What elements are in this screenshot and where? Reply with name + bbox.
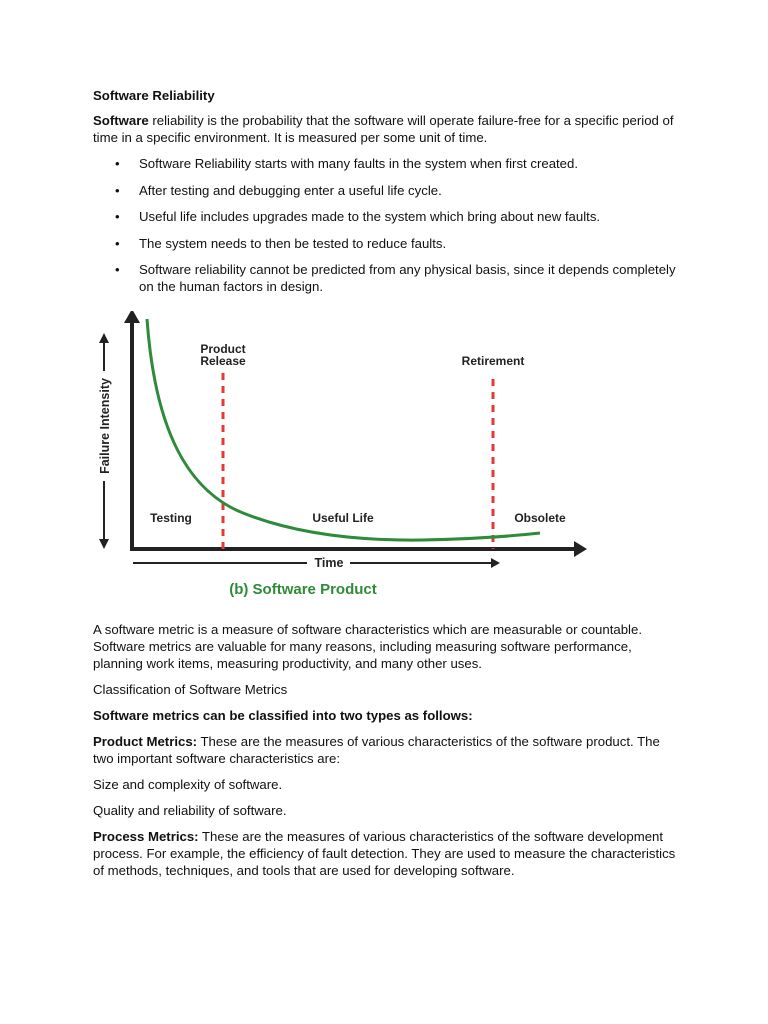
obsolete-label: Obsolete — [514, 511, 566, 525]
bullet-icon: • — [115, 209, 120, 224]
reliability-bullet-list — [93, 155, 683, 295]
ylabel-arrow-down-icon — [99, 539, 109, 549]
retirement-label: Retirement — [461, 354, 525, 368]
testing-label: Testing — [150, 511, 192, 525]
product-release-label-line1: Product — [200, 342, 246, 356]
x-axis-arrow-icon — [574, 541, 587, 557]
bullet-icon: • — [115, 262, 120, 277]
y-axis-label: Failure Intensity — [98, 378, 112, 474]
list-item-text: Useful life includes upgrades made to the system which bring about new faults. — [139, 209, 601, 224]
product-release-label-line2: Release — [200, 354, 246, 368]
bathtub-curve-figure — [93, 311, 593, 611]
quality-reliability-line: Quality and reliability of software. — [93, 803, 287, 818]
list-item — [93, 155, 683, 172]
xlabel-arrow-icon — [491, 558, 500, 568]
size-complexity-line: Size and complexity of software. — [93, 777, 283, 792]
product-metrics-text: These are the measures of various characteristics of the software product. The two important software characteristics are: — [93, 734, 660, 766]
intro-text: reliability is the probability that the software will operate failure-free for a specific period of time in a specific environment. It is measured per some unit of time. — [93, 113, 674, 145]
classified-types-heading — [93, 707, 683, 724]
list-item-text: The system needs to then be tested to reduce faults. — [139, 235, 447, 251]
bullet-icon: • — [115, 235, 120, 251]
list-item — [93, 208, 683, 225]
document-content — [93, 87, 683, 888]
figure-caption: (b) Software Product — [229, 581, 377, 598]
reliability-diagram — [93, 311, 593, 611]
process-metrics-text: These are the measures of various characteristics of the software development process. For example, the efficiency of fault detection. They are used to measure the characteristics of methods, techniques, and tools that are used for developing software. — [93, 829, 676, 878]
process-metrics-term: Process Metrics: — [93, 829, 199, 844]
list-item-text: Software Reliability starts with many faults in the system when first created. — [139, 156, 579, 171]
process-metrics-paragraph — [93, 828, 683, 879]
bullet-icon: • — [115, 182, 120, 198]
ylabel-arrow-up-icon — [99, 333, 109, 343]
list-item — [93, 235, 683, 252]
x-axis-label: Time — [314, 556, 344, 570]
bullet-icon: • — [115, 156, 120, 171]
classified-types-bold: Software metrics can be classified into two types as follows: — [93, 708, 473, 723]
classification-heading: Classification of Software Metrics — [93, 682, 288, 697]
list-item — [93, 182, 683, 199]
product-metrics-term: Product Metrics: — [93, 734, 198, 749]
list-item — [93, 261, 683, 295]
y-axis-arrow-icon — [124, 311, 140, 323]
product-metrics-paragraph — [93, 733, 683, 767]
useful-life-label: Useful Life — [312, 511, 374, 525]
software-metric-paragraph: A software metric is a measure of software characteristics which are measurable or countable. Software metrics are valuable for many reasons, including measuring software performance, planning work items, measuring productivity, and many other uses. — [93, 622, 642, 671]
intro-bold-term: Software — [93, 113, 149, 128]
list-item-text: Software reliability cannot be predicted from any physical basis, since it depends completely on the human factors in design. — [139, 262, 676, 294]
section-title: Software Reliability — [93, 88, 215, 103]
intro-paragraph — [93, 112, 683, 146]
list-item-text: After testing and debugging enter a useful life cycle. — [139, 182, 442, 198]
